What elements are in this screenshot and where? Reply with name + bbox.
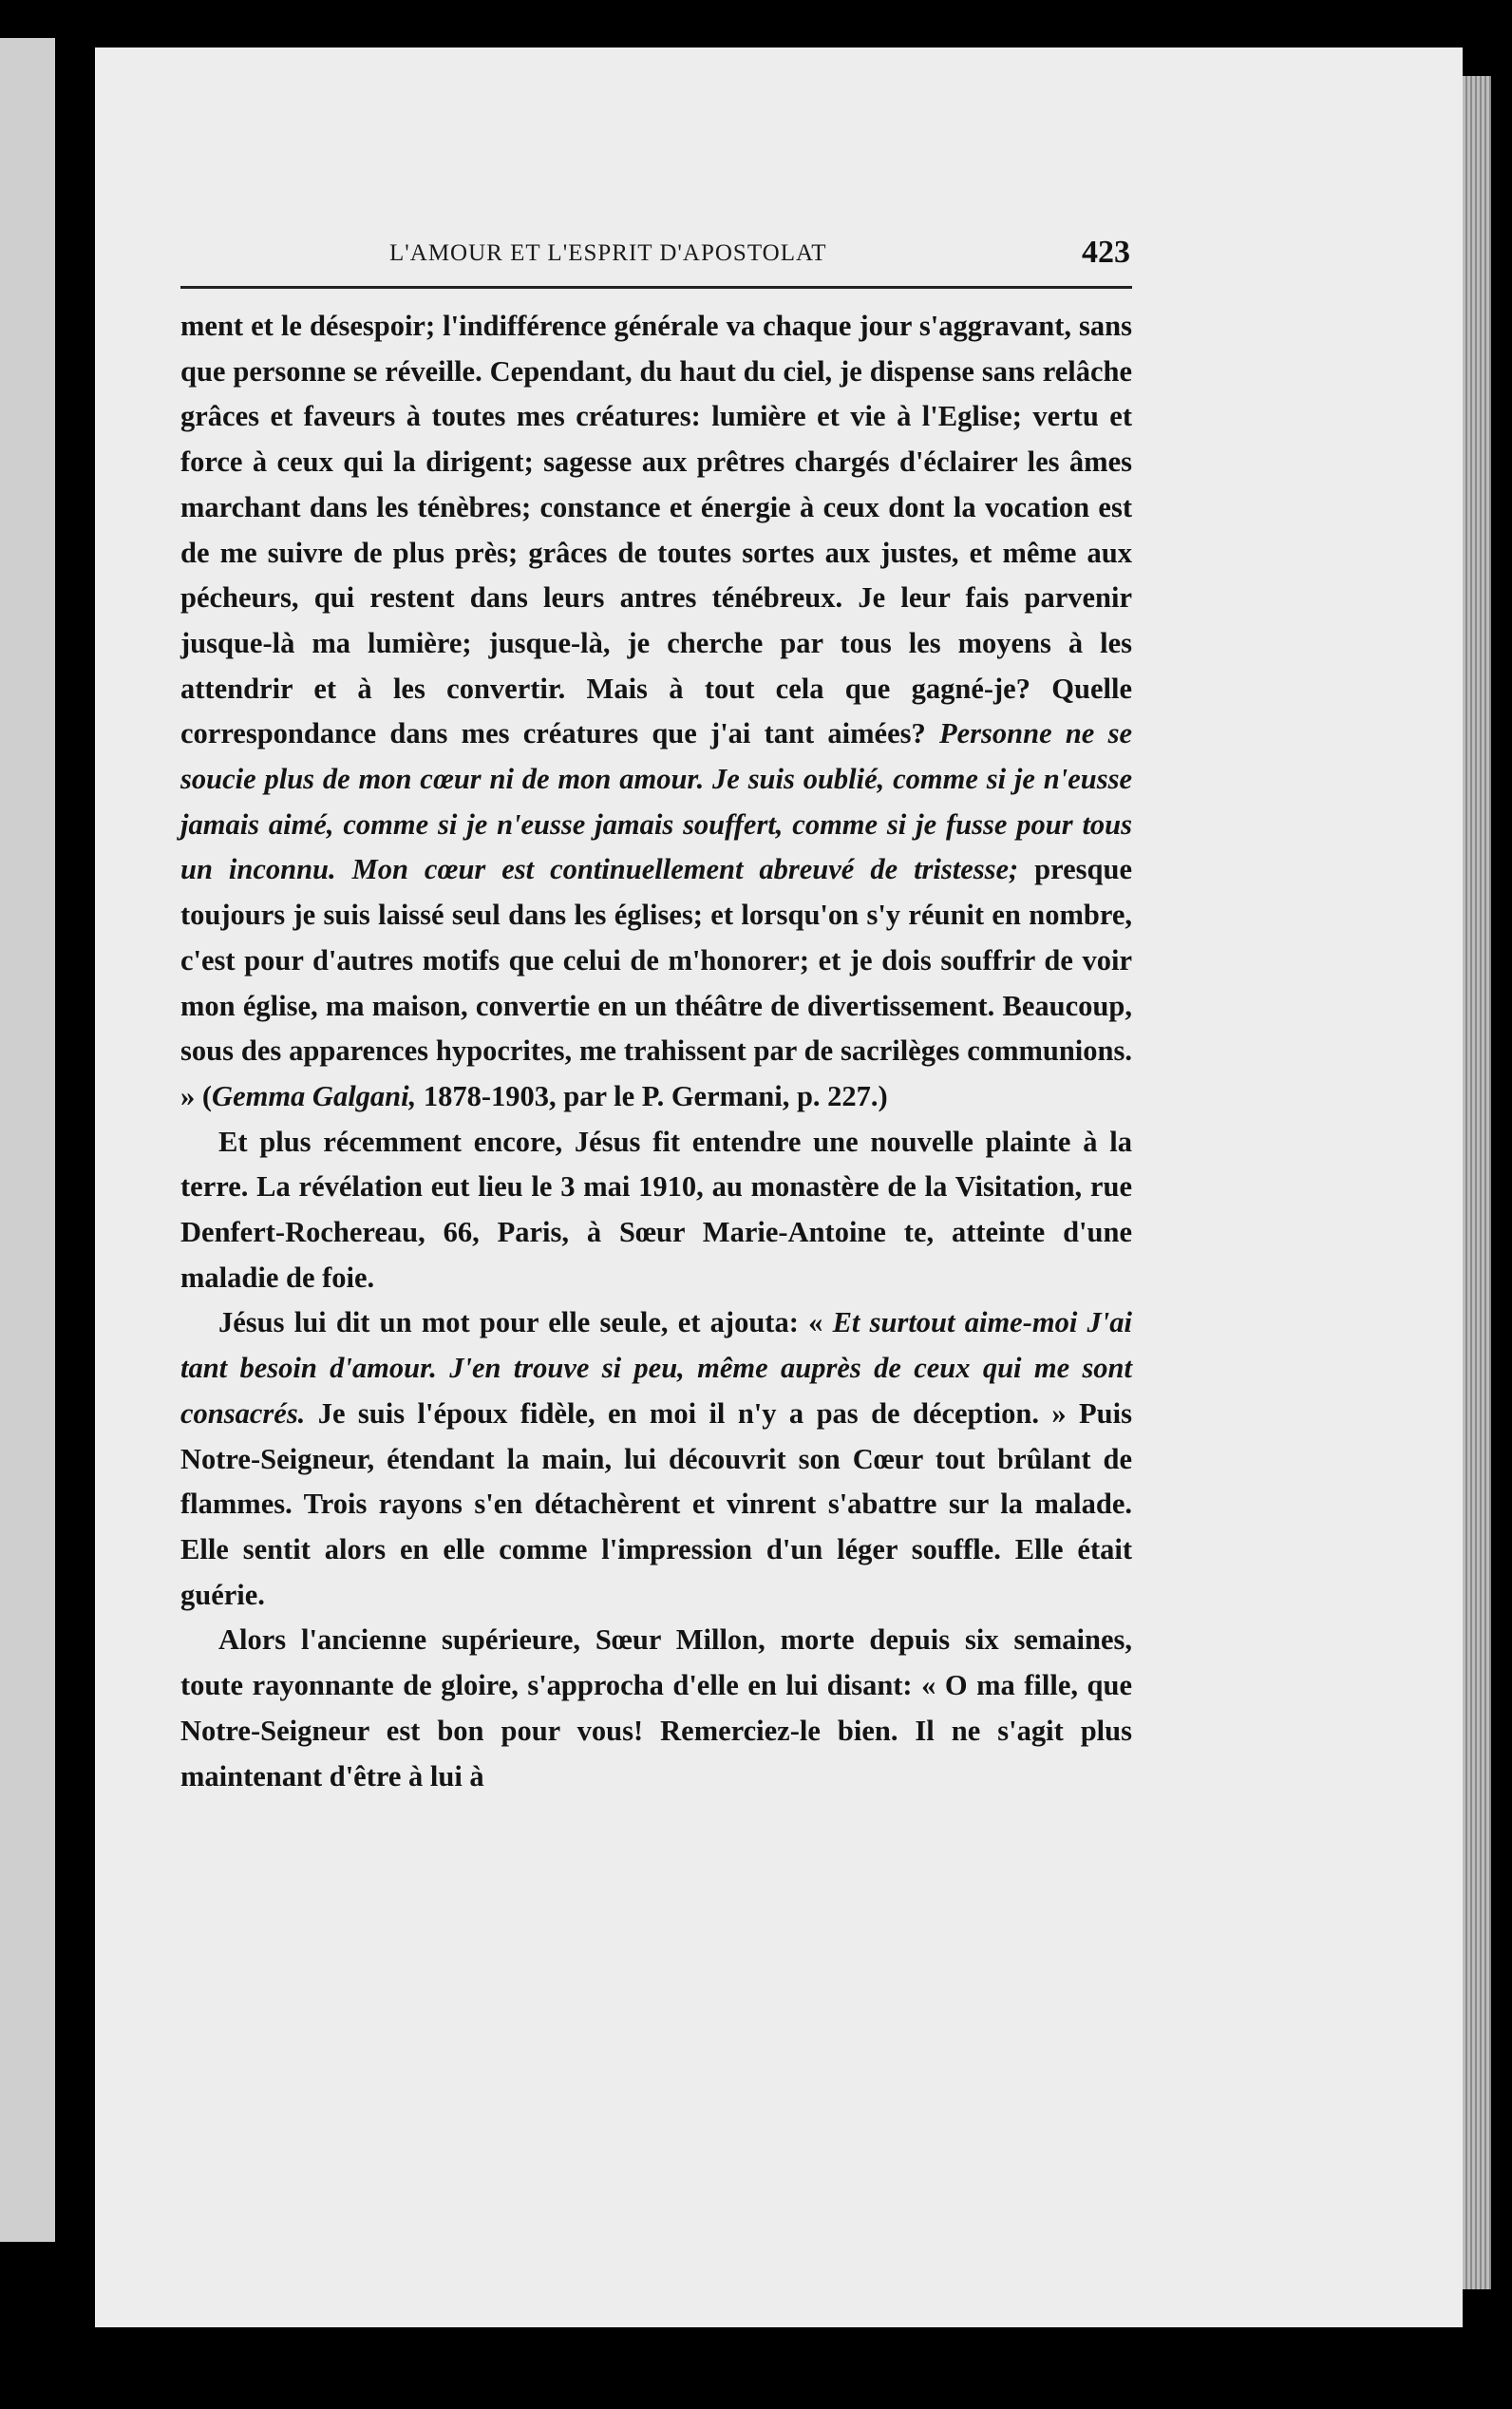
text-segment: Alors l'ancienne supérieure, Sœur Millon, morte depuis six semaines, toute rayonnante de gloire, s'approcha d'elle en lui disant: « O ma fille, que Notre-Seigneur est bon pour vous! Remerciez-le bien. Il ne s'agit plus maintenant d'être à lui à <box>180 1623 1132 1793</box>
page-header <box>180 233 1132 289</box>
body-text <box>180 304 1132 1799</box>
text-segment: Jésus lui dit un mot pour elle seule, et ajouta: « <box>218 1306 833 1339</box>
paragraph <box>180 1618 1132 1799</box>
running-title: L'AMOUR ET L'ESPRIT D'APOSTOLAT <box>389 240 827 266</box>
italic-citation: Gemma Galgani, <box>212 1079 417 1112</box>
italic-quote: Et surtout aime-moi J'ai tant besoin d'amour. J'en trouve si peu, même auprès de ceux qui me sont consacrés. <box>180 1306 1132 1430</box>
text-segment: Et plus récemment encore, Jésus fit entendre une nouvelle plainte à la terre. La révélation eut lieu le 3 mai 1910, au monastère de la Visitation, rue Denfert-Rochereau, 66, Paris, à Sœur Marie-Antoine te, atteinte d'une maladie de foie. <box>180 1125 1132 1294</box>
paragraph <box>180 1300 1132 1618</box>
text-segment: Je suis l'époux fidèle, en moi il n'y a pas de déception. » Puis Notre-Seigneur, étendant la main, lui découvrit son Cœur tout brûlant de flammes. Trois rayons s'en détachèrent et vinrent s'abattre sur la malade. Elle sentit alors en elle comme l'impression d'un léger souffle. Elle était guérie. <box>180 1396 1132 1611</box>
italic-quote: Personne ne se soucie plus de mon cœur ni de mon amour. Je suis oublié, comme si je n'eusse jamais aimé, comme si je n'eusse jamais souffert, comme si je fusse pour tous un inconnu. Mon cœur est continuellement abreuvé de tristesse; <box>180 717 1132 886</box>
text-segment: presque toujours je suis laissé seul dans les églises; et lorsqu'on s'y réunit en nombre, c'est pour d'autres motifs que celui de m'honorer; et je dois souffrir de voir mon église, ma maison, convertie en un théâtre de divertissement. Beaucoup, sous des apparences hypocrites, me trahissent par de sacrilèges communions. » ( <box>180 853 1132 1112</box>
paragraph <box>180 1120 1132 1301</box>
page-number: 423 <box>1082 235 1130 270</box>
text-segment: 1878-1903, par le P. Germani, p. 227.) <box>416 1079 888 1112</box>
page-stack-edge <box>1463 76 1491 2289</box>
paragraph <box>180 304 1132 1120</box>
text-segment: ment et le désespoir; l'indifférence générale va chaque jour s'aggravant, sans que personne se réveille. Cependant, du haut du ciel, je dispense sans relâche grâces et faveurs à toutes mes créatures: lumière et vie à l'Eglise; vertu et force à ceux qui la dirigent; sagesse aux prêtres chargés d'éclairer les âmes marchant dans les ténèbres; constance et énergie à ceux dont la vocation est de me suivre de plus près; grâces de toutes sortes aux justes, et même aux pécheurs, qui restent dans leurs antres ténébreux. Je leur fais parvenir jusque-là ma lumière; jusque-là, je cherche par tous les moyens à les attendrir et à les convertir. Mais à tout cela que gagné-je? Quelle correspondance dans mes créatures que j'ai tant aimées? <box>180 310 1132 750</box>
facing-page-edge <box>0 38 55 2242</box>
